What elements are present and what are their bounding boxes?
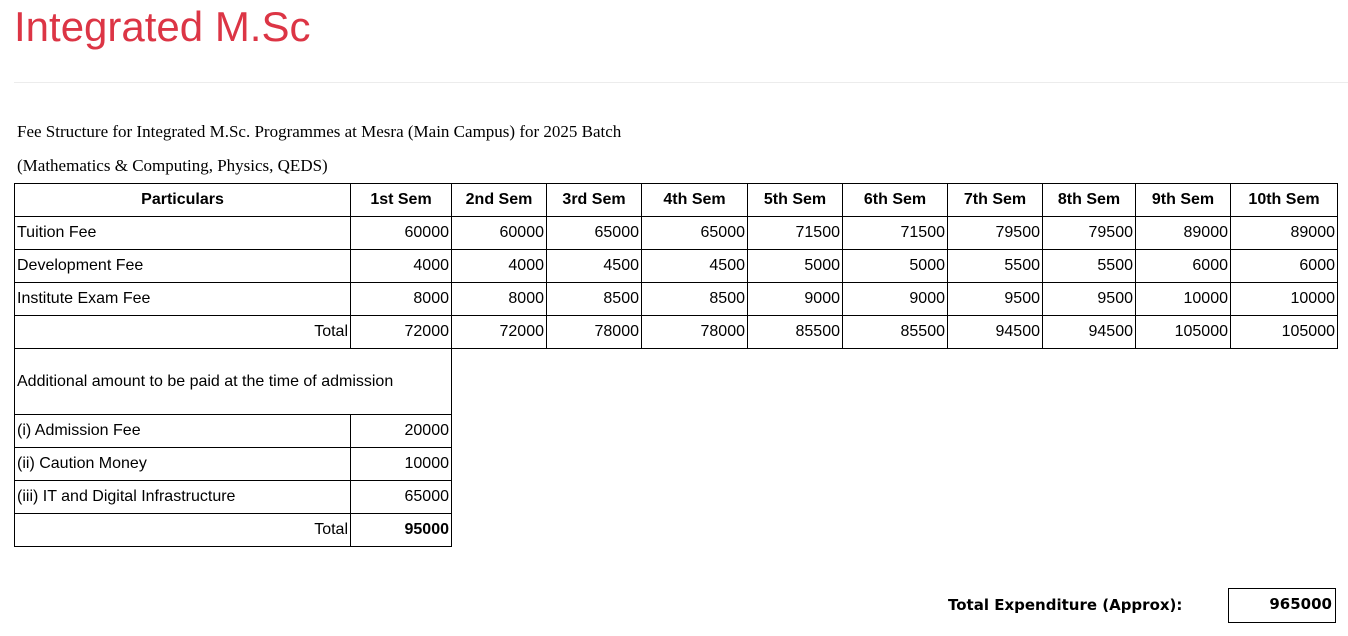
table-cell: 8000 bbox=[351, 283, 452, 316]
table-cell: 8500 bbox=[642, 283, 748, 316]
column-header: Particulars bbox=[15, 184, 351, 217]
table-cell: 4000 bbox=[452, 250, 547, 283]
table-cell: 5000 bbox=[843, 250, 948, 283]
blank-cell bbox=[452, 514, 1338, 547]
admission-item-label: (ii) Caution Money bbox=[15, 448, 351, 481]
total-expenditure-label: Total Expenditure (Approx): bbox=[948, 596, 1183, 614]
table-cell: 6000 bbox=[1231, 250, 1338, 283]
admission-row bbox=[15, 415, 1338, 448]
page-title: Integrated M.Sc bbox=[14, 3, 311, 50]
table-row bbox=[15, 250, 1338, 283]
column-header: 2nd Sem bbox=[452, 184, 547, 217]
total-cell: 94500 bbox=[1043, 316, 1136, 349]
admission-row bbox=[15, 481, 1338, 514]
column-header: 3rd Sem bbox=[547, 184, 642, 217]
table-cell: 8000 bbox=[452, 283, 547, 316]
table-cell: 65000 bbox=[547, 217, 642, 250]
admission-heading bbox=[15, 349, 452, 415]
table-cell: 9000 bbox=[748, 283, 843, 316]
table-cell: 10000 bbox=[1231, 283, 1338, 316]
admission-row bbox=[15, 448, 1338, 481]
admission-item-value: 20000 bbox=[351, 415, 452, 448]
admission-total-label: Total bbox=[15, 514, 351, 547]
admission-item-label: (i) Admission Fee bbox=[15, 415, 351, 448]
row-label: Development Fee bbox=[15, 250, 351, 283]
total-cell: 105000 bbox=[1231, 316, 1338, 349]
total-cell: 105000 bbox=[1136, 316, 1231, 349]
total-cell: 85500 bbox=[843, 316, 948, 349]
row-label: Tuition Fee bbox=[15, 217, 351, 250]
admission-item-value: 65000 bbox=[351, 481, 452, 514]
column-header: 1st Sem bbox=[351, 184, 452, 217]
programmes-caption: (Mathematics & Computing, Physics, QEDS) bbox=[17, 156, 328, 175]
table-row bbox=[15, 217, 1338, 250]
blank-cell bbox=[452, 448, 1338, 481]
column-header: 9th Sem bbox=[1136, 184, 1231, 217]
blank-cell bbox=[452, 415, 1338, 448]
column-header: 7th Sem bbox=[948, 184, 1043, 217]
column-header: 10th Sem bbox=[1231, 184, 1338, 217]
title-divider bbox=[14, 82, 1348, 83]
table-cell: 60000 bbox=[351, 217, 452, 250]
column-header: 6th Sem bbox=[843, 184, 948, 217]
table-cell: 4500 bbox=[642, 250, 748, 283]
table-cell: 89000 bbox=[1136, 217, 1231, 250]
admission-item-label: (iii) IT and Digital Infrastructure bbox=[15, 481, 351, 514]
total-cell: 94500 bbox=[948, 316, 1043, 349]
total-cell: 78000 bbox=[642, 316, 748, 349]
table-cell: 5000 bbox=[748, 250, 843, 283]
table-cell: 8500 bbox=[547, 283, 642, 316]
table-cell: 9500 bbox=[1043, 283, 1136, 316]
table-cell: 6000 bbox=[1136, 250, 1231, 283]
header-row bbox=[15, 184, 1338, 217]
table-cell: 5500 bbox=[1043, 250, 1136, 283]
total-cell: 72000 bbox=[351, 316, 452, 349]
admission-total-row bbox=[15, 514, 1338, 547]
total-cell: 78000 bbox=[547, 316, 642, 349]
total-cell: 85500 bbox=[748, 316, 843, 349]
admission-total-value: 95000 bbox=[351, 514, 452, 547]
table-row bbox=[15, 283, 1338, 316]
table-cell: 60000 bbox=[452, 217, 547, 250]
fee-structure-caption: Fee Structure for Integrated M.Sc. Programmes at Mesra (Main Campus) for 2025 Batch bbox=[17, 122, 622, 141]
column-header: 8th Sem bbox=[1043, 184, 1136, 217]
column-header: 4th Sem bbox=[642, 184, 748, 217]
blank-cell bbox=[452, 481, 1338, 514]
admission-item-value: 10000 bbox=[351, 448, 452, 481]
fee-table bbox=[14, 183, 1338, 547]
table-cell: 65000 bbox=[642, 217, 748, 250]
table-cell: 71500 bbox=[843, 217, 948, 250]
table-cell: 89000 bbox=[1231, 217, 1338, 250]
total-expenditure-value: 965000 bbox=[1228, 588, 1336, 623]
admission-heading-row bbox=[15, 349, 1338, 415]
table-cell: 9000 bbox=[843, 283, 948, 316]
row-label: Institute Exam Fee bbox=[15, 283, 351, 316]
table-cell: 71500 bbox=[748, 217, 843, 250]
table-cell: 10000 bbox=[1136, 283, 1231, 316]
table-cell: 4500 bbox=[547, 250, 642, 283]
column-header: 5th Sem bbox=[748, 184, 843, 217]
total-label: Total bbox=[15, 316, 351, 349]
total-row bbox=[15, 316, 1338, 349]
table-cell: 9500 bbox=[948, 283, 1043, 316]
table-cell: 5500 bbox=[948, 250, 1043, 283]
blank-cell bbox=[452, 349, 1338, 415]
admission-heading-text: Additional amount to be paid at the time of admission bbox=[17, 372, 394, 390]
table-cell: 79500 bbox=[948, 217, 1043, 250]
table-cell: 79500 bbox=[1043, 217, 1136, 250]
total-cell: 72000 bbox=[452, 316, 547, 349]
table-cell: 4000 bbox=[351, 250, 452, 283]
